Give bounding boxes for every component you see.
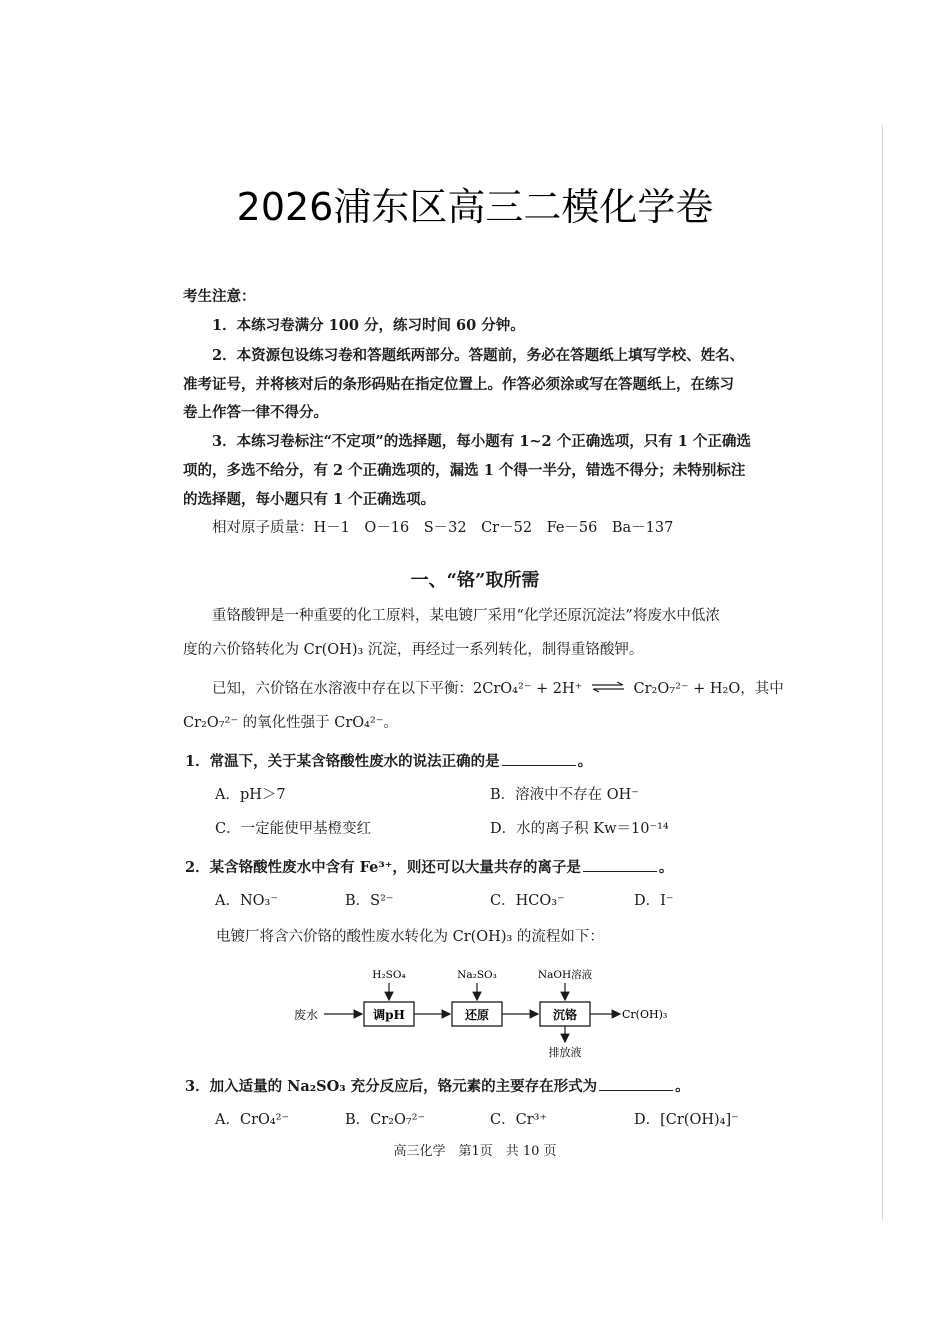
q2-option-d: D．I⁻	[634, 893, 674, 909]
q1-option-c: C．一定能使甲基橙变红	[215, 821, 372, 837]
equation-left: 2CrO₄²⁻ + 2H⁺	[473, 680, 583, 697]
q3-stem-text: 3．加入适量的 Na₂SO₃ 充分反应后，铬元素的主要存在形式为	[185, 1078, 598, 1095]
reagent-3-label: NaOH溶液	[537, 969, 593, 981]
known-prefix: 已知，六价铬在水溶液中存在以下平衡：	[212, 680, 473, 697]
section-title: 一、“铬”取所需	[410, 570, 540, 591]
notice-item-2-line1: 2．本资源包设练习卷和答题纸两部分。答题前，务必在答题纸上填写学校、姓名、	[212, 347, 745, 364]
flow-box3-label: 沉铬	[552, 1008, 578, 1022]
equilibrium-arrow-icon	[591, 681, 625, 697]
flow-box2-label: 还原	[464, 1008, 490, 1022]
q3-option-b: B．Cr₂O₇²⁻	[345, 1112, 426, 1128]
q2-option-c: C．HCO₃⁻	[490, 893, 565, 909]
atomic-mass-line: 相对原子质量：H－1 O－16 S－32 Cr－52 Fe－56 Ba－137	[212, 520, 674, 536]
q2-stem-end: 。	[658, 859, 674, 876]
q1-option-d: D．水的离子积 Kw＝10⁻¹⁴	[490, 821, 669, 837]
page-title: 2026浦东区高三二模化学卷	[236, 185, 714, 229]
flow-output-label: Cr(OH)₃	[622, 1008, 668, 1021]
notice-heading: 考生注意：	[183, 288, 256, 305]
page-footer: 高三化学 第1页 共 10 页	[393, 1144, 557, 1159]
page-edge-line	[882, 125, 883, 1220]
flow-input-label: 废水	[294, 1008, 319, 1022]
q2-option-b: B．S²⁻	[345, 893, 394, 909]
notice-item-3-line3: 的选择题，每小题只有 1 个正确选项。	[183, 491, 436, 508]
reagent-1-label: H₂SO₄	[372, 969, 406, 981]
notice-item-1: 1．本练习卷满分 100 分，练习时间 60 分钟。	[212, 317, 525, 334]
q3-option-d: D．[Cr(OH)₄]⁻	[634, 1112, 739, 1128]
q1-stem-text: 1．常温下，关于某含铬酸性废水的说法正确的是	[185, 753, 500, 770]
intro-line-2: 度的六价铬转化为 Cr(OH)₃ 沉淀，再经过一系列转化，制得重铬酸钾。	[183, 642, 644, 658]
q1-option-b: B．溶液中不存在 OH⁻	[490, 787, 639, 803]
waste-label: 排放液	[548, 1046, 582, 1059]
q1-stem-end: 。	[577, 753, 593, 770]
notice-item-3-line1: 3．本练习卷标注“不定项”的选择题，每小题有 1~2 个正确选项，只有 1 个正确选	[212, 433, 751, 450]
q2-answer-blank[interactable]	[583, 859, 657, 872]
notice-item-2-line3: 卷上作答一律不得分。	[183, 404, 328, 421]
q3-option-c: C．Cr³⁺	[490, 1112, 548, 1128]
equation-right: Cr₂O₇²⁻ + H₂O，其中	[633, 680, 784, 697]
q2-stem-text: 2．某含铬酸性废水中含有 Fe³⁺，则还可以大量共存的离子是	[185, 859, 581, 876]
q1-stem	[185, 753, 592, 770]
notice-item-3-line2: 项的，多选不给分，有 2 个正确选项的，漏选 1 个得一半分，错选不得分；未特别标注	[183, 462, 746, 479]
q1-answer-blank[interactable]	[502, 753, 576, 766]
flow-box1-label: 调pH	[373, 1008, 405, 1022]
q2-option-a: A．NO₃⁻	[215, 893, 279, 909]
q3-answer-blank[interactable]	[599, 1078, 673, 1091]
q3-option-a: A．CrO₄²⁻	[215, 1112, 290, 1128]
known-equilibrium-line	[212, 681, 784, 697]
reagent-2-label: Na₂SO₃	[457, 969, 497, 981]
q2-stem	[185, 859, 673, 876]
process-flow-diagram	[280, 962, 680, 1062]
notice-item-2-line2: 准考证号，并将核对后的条形码贴在指定位置上。作答必须涂或写在答题纸上，在练习	[183, 376, 734, 393]
q3-stem-end: 。	[675, 1078, 690, 1095]
flow-intro: 电镀厂将含六价铬的酸性废水转化为 Cr(OH)₃ 的流程如下：	[216, 929, 604, 945]
intro-line-1: 重铬酸钾是一种重要的化工原料，某电镀厂采用“化学还原沉淀法”将废水中低浓	[212, 608, 720, 624]
q3-stem	[185, 1078, 690, 1095]
known-line-2: Cr₂O₇²⁻ 的氧化性强于 CrO₄²⁻。	[183, 715, 398, 731]
q1-option-a: A．pH＞7	[215, 787, 286, 803]
